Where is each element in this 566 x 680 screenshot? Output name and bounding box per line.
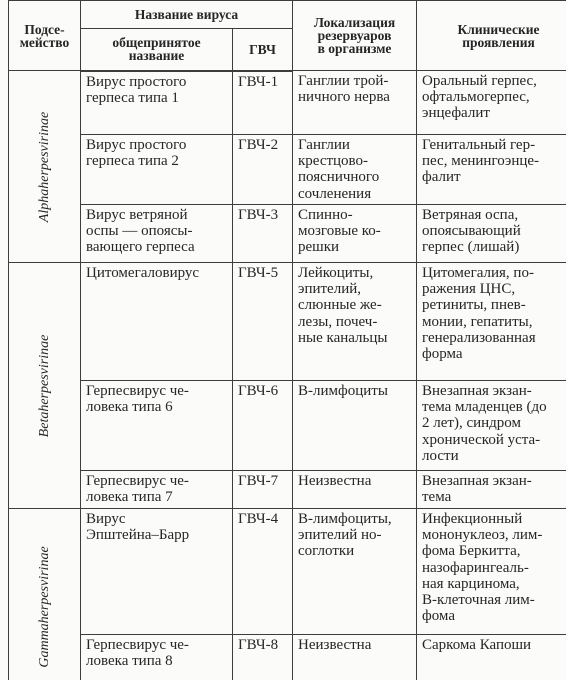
reservoir-cell — [293, 205, 417, 263]
cell-line: ретиниты, пнев- — [422, 297, 526, 314]
cell-line: 2 лет), синдром — [422, 415, 521, 432]
virus-name-column-header: Название вируса — [81, 1, 293, 29]
virus-name-cell — [81, 381, 233, 471]
clinical-cell — [417, 205, 566, 263]
cell-line: генерализованная — [422, 329, 536, 346]
clinical-column-header: Клинические проявления — [417, 1, 566, 71]
cell-line: лезы, почеч- — [298, 313, 378, 330]
cell-line: Герпесвирус че- — [86, 383, 189, 399]
cell-line: Эпштейна–Барр — [86, 527, 190, 544]
cell-line: Вирус простого — [86, 73, 187, 90]
cell-line: Герпесвирус че- — [86, 473, 189, 489]
cell-line: мозговые ко- — [298, 223, 381, 240]
cell-line: ражения ЦНС, — [422, 281, 516, 298]
cell-line: Ганглии трой- — [298, 73, 389, 89]
cell-line: лости — [422, 447, 459, 464]
clinical-cell — [417, 71, 566, 135]
hhv-code-cell: ГВЧ-7 — [233, 471, 293, 509]
cell-line: фома — [422, 608, 455, 625]
cell-line: сочленения — [298, 185, 372, 202]
cell-line: герпес (лишай) — [422, 239, 520, 256]
cell-line: пес, менингоэнце- — [422, 153, 540, 170]
cell-line: эпителий но- — [298, 527, 382, 544]
subfamily-label: Gammaherpesvirinae — [36, 545, 52, 668]
cell-line: поясничного — [298, 169, 380, 186]
hhv-code-cell: ГВЧ-2 — [233, 135, 293, 205]
cell-line: ная карцинома, — [422, 575, 520, 592]
cell-line: тема — [422, 489, 452, 506]
cell-line: Ганглии — [298, 137, 350, 153]
hhv-code-cell: ГВЧ-8 — [233, 635, 293, 680]
cell-line: монии, гепатиты, — [422, 313, 533, 330]
cell-line: форма — [422, 346, 463, 363]
table-header — [9, 1, 566, 71]
table-row — [9, 635, 566, 680]
reservoir-cell — [293, 263, 417, 381]
table-row — [9, 263, 566, 381]
clinical-cell — [417, 509, 566, 635]
table-row — [9, 471, 566, 509]
cell-line: Оральный герпес, — [422, 73, 537, 89]
cell-line: оспы — опоясы- — [86, 223, 193, 240]
cell-line: Саркома Капоши — [422, 637, 532, 653]
clinical-cell — [417, 471, 566, 509]
virus-name-cell — [81, 205, 233, 263]
subfamily-cell — [9, 71, 81, 263]
hhv-code-cell: ГВЧ-1 — [233, 71, 293, 135]
clinical-cell — [417, 263, 566, 381]
cell-line: слюнные же- — [298, 297, 382, 314]
subfamily-label: Alphaherpesvirinae — [36, 111, 52, 222]
virus-name-cell — [81, 71, 233, 135]
cell-line: Спинно- — [298, 207, 353, 223]
reservoir-cell — [293, 71, 417, 135]
virus-name-cell — [81, 635, 233, 680]
cell-line: ничного нерва — [298, 89, 390, 106]
virus-name-cell — [81, 471, 233, 509]
cell-line: В-клеточная лим- — [422, 592, 535, 609]
subfamily-column-header: Подсе- мейство — [9, 1, 81, 71]
subfamily-cell — [9, 263, 81, 509]
virus-name-cell — [81, 509, 233, 635]
cell-line: хронической уста- — [422, 431, 541, 448]
cell-line: Цитомегаловирус — [86, 265, 200, 281]
cell-line: Генитальный гер- — [422, 137, 536, 153]
cell-line: Ветряная оспа, — [422, 207, 519, 223]
reservoir-cell — [293, 381, 417, 471]
reservoir-column-header: Локализация резервуаров в организме — [293, 1, 417, 71]
cell-line: назофарингеаль- — [422, 559, 529, 576]
hhv-code-cell: ГВЧ-5 — [233, 263, 293, 381]
reservoir-cell — [293, 135, 417, 205]
cell-line: Неизвестна — [298, 473, 372, 489]
subfamily-label: Betaherpesvirinae — [36, 334, 52, 437]
cell-line: Вирус простого — [86, 137, 187, 153]
cell-line: герпеса типа 1 — [86, 89, 179, 106]
cell-line: В-лимфоциты — [298, 383, 388, 399]
common-name-column-header: общепринятое название — [81, 29, 233, 71]
cell-line: тема младенцев (до — [422, 399, 547, 416]
cell-line: фома Беркитта, — [422, 543, 521, 560]
hhv-column-header: ГВЧ — [233, 29, 293, 71]
subfamily-cell — [9, 509, 81, 680]
cell-line: офтальмогерпес, — [422, 89, 530, 106]
cell-line: Внезапная экзан- — [422, 473, 532, 489]
cell-line: Неизвестна — [298, 637, 372, 653]
cell-line: ловека типа 8 — [86, 653, 173, 670]
cell-line: Вирус ветряной — [86, 207, 188, 223]
cell-line: Цитомегалия, по- — [422, 265, 534, 281]
table-body — [9, 71, 566, 680]
cell-line: ловека типа 6 — [86, 399, 173, 416]
herpesvirus-table — [8, 0, 566, 680]
cell-line: ные канальцы — [298, 329, 388, 346]
table-row — [9, 509, 566, 635]
virus-name-cell — [81, 263, 233, 381]
cell-line: крестцово- — [298, 153, 369, 170]
cell-line: Лейкоциты, — [298, 265, 374, 281]
reservoir-cell — [293, 509, 417, 635]
cell-line: соглотки — [298, 543, 355, 560]
cell-line: Внезапная экзан- — [422, 383, 532, 399]
cell-line: энцефалит — [422, 105, 490, 122]
virus-name-cell — [81, 135, 233, 205]
hhv-code-cell: ГВЧ-3 — [233, 205, 293, 263]
hhv-code-cell: ГВЧ-4 — [233, 509, 293, 635]
table-row — [9, 71, 566, 135]
cell-line: решки — [298, 239, 340, 256]
clinical-cell — [417, 135, 566, 205]
cell-line: вающего герпеса — [86, 239, 195, 256]
cell-line: мононуклеоз, лим- — [422, 527, 543, 544]
cell-line: В-лимфоциты, — [298, 511, 392, 527]
table-row — [9, 205, 566, 263]
cell-line: ловека типа 7 — [86, 489, 173, 506]
cell-line: Вирус — [86, 511, 126, 527]
cell-line: Герпесвирус че- — [86, 637, 189, 653]
cell-line: герпеса типа 2 — [86, 153, 179, 170]
clinical-cell — [417, 381, 566, 471]
cell-line: фалит — [422, 169, 461, 186]
table-row — [9, 135, 566, 205]
cell-line: Инфекционный — [422, 511, 523, 527]
cell-line: эпителий, — [298, 281, 361, 298]
reservoir-cell — [293, 635, 417, 680]
hhv-code-cell: ГВЧ-6 — [233, 381, 293, 471]
clinical-cell — [417, 635, 566, 680]
cell-line: опоясывающий — [422, 223, 521, 240]
table-row — [9, 381, 566, 471]
reservoir-cell — [293, 471, 417, 509]
